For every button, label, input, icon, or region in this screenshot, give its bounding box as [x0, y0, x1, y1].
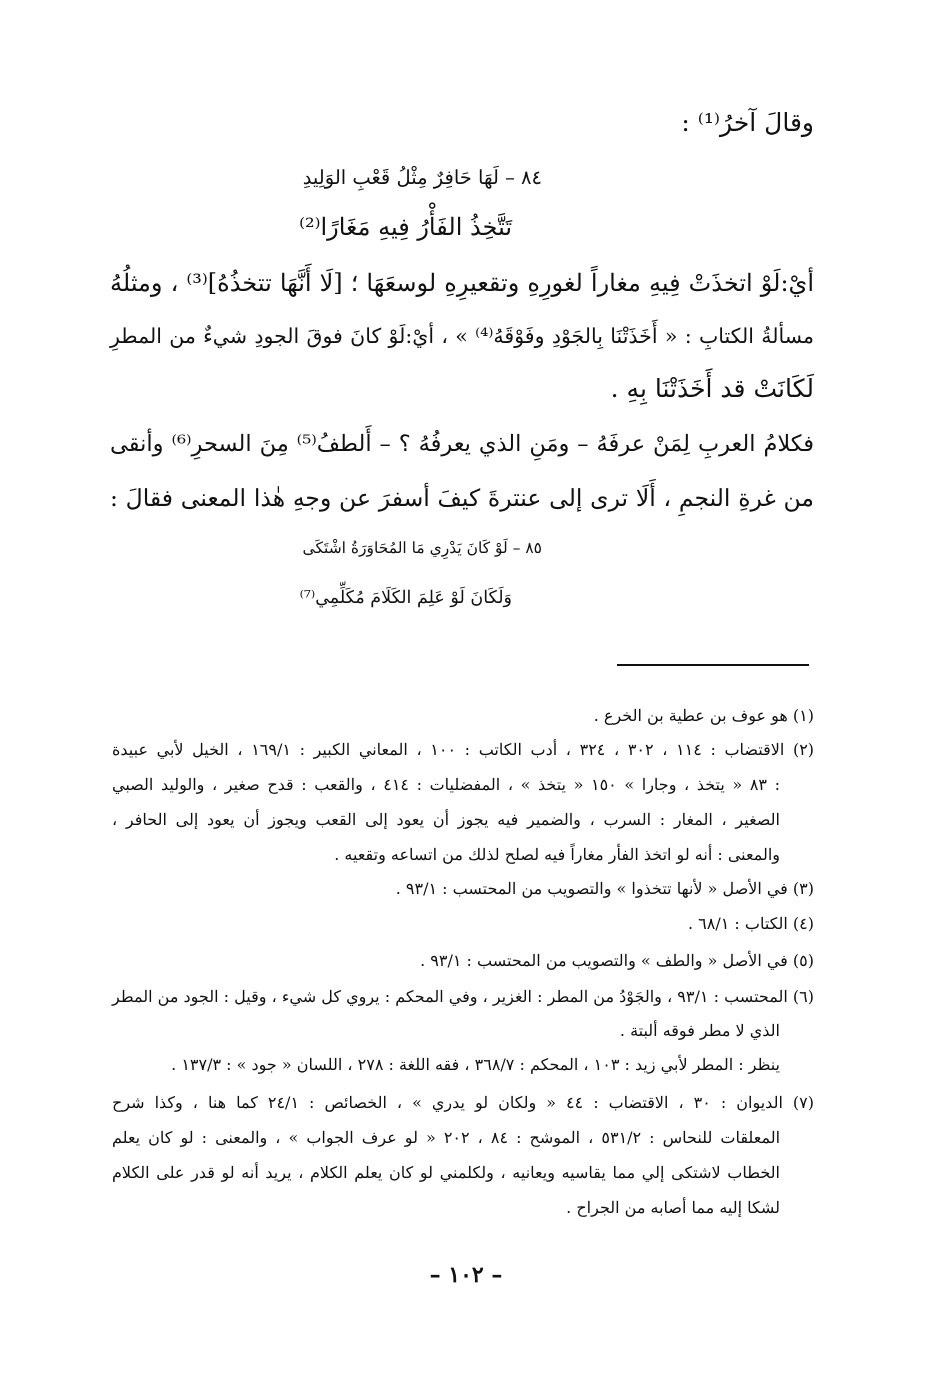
verse-85-hemistich-2: وَلَكَانَ لَوْ عَلِمَ الكَلَامَ مُكَلِّمِي⁽⁷⁾	[299, 588, 512, 608]
footnote-7-line-2: المعلقات للنحاس : ٥٣١/٢ ، الموشح : ٨٤ ، ٢٠٢ « لو عرف الجواب » ، والمعنى : لو كان يعلم	[112, 1128, 781, 1147]
verse-84-hemistich-2: تَتَّخِذُ الفَأْرُ فِيهِ مَغَارًا⁽²⁾	[299, 213, 512, 241]
footnote-7-line-1: (٧) الديوان : ٣٠ ، الاقتضاب : ٤٤ « ولكان لو يدري » ، الخصائص : ٢٤/١ كما هنا ، وكذا شرح	[112, 1093, 814, 1112]
paragraph-1-line-1: أيْ:لَوْ اتخذَتْ فِيهِ مغاراً لغورِهِ وتقعيرِهِ لوسعَهَا ؛ [لَا أَنَّهَا تتخذُهُ]⁽³⁾ ، ومثلُهُ	[110, 269, 814, 297]
intro-line: وقالَ آخرُ⁽¹⁾ :	[681, 108, 814, 137]
paragraph-1-line-3: لَكَانَتْ قد أَخَذَتْنَا بِهِ .	[610, 374, 814, 403]
footnote-6-line-2: الذي لا مطر فوقه ألبتة .	[619, 1021, 780, 1040]
footnote-7-line-4: لشكا إليه مما أصابه من الجراح .	[566, 1198, 780, 1217]
paragraph-2-line-2: من غرةِ النجمِ ، أَلَا ترى إلى عنترةَ كيفَ أسفرَ عن وجهِ هٰذا المعنى فقالَ :	[110, 484, 814, 512]
footnote-6-line-3: ينظر : المطر لأبي زيد : ١٠٣ ، المحكم : ٣٦٨/٧ ، فقه اللغة : ٢٧٨ ، اللسان « جود » : ١٣٧/٣ .	[171, 1055, 780, 1074]
footnote-5: (٥) في الأصل « والطف » والتصويب من المحتسب : ٩٣/١ .	[420, 951, 814, 970]
footnote-6-line-1: (٦) المحتسب : ٩٣/١ ، والجَوْدُ من المطر : الغزير ، وفي المحكم : يروي كل شيء ، وقيل : الجود من المطر	[112, 987, 814, 1006]
footnote-4: (٤) الكتاب : ٦٨/١ .	[688, 914, 814, 933]
paragraph-1-line-2: مسألةُ الكتابِ : « أَخَذَتْنَا بِالجَوْدِ وفَوْقَهُ⁽⁴⁾ » ، أيْ:لَوْ كانَ فوقَ الجودِ شيءٌ من المطرِ	[110, 324, 815, 348]
footnote-2-line-2: : ٨٣ « يتخذ ، وجارا » ١٥٠ « يتخذ » ، المفضليات : ٤١٤ ، والقعب : قدح صغير ، والوليد الصبي	[112, 775, 780, 794]
footnote-2-line-3: الصغير ، المغار : السرب ، والضمير فيه يجوز أن يعود إلى القعب ويجوز أن يعود إلى الحافر ،	[112, 810, 781, 829]
footnote-3: (٣) في الأصل « لأنها تتخذوا » والتصويب من المحتسب : ٩٣/١ .	[395, 879, 814, 898]
footnote-7-line-3: الخطاب لاشتكى إلي مما يقاسيه ويعانيه ، ولكلمني لو كان يعلم الكلام ، يريد أنه لو قدر على الكلام	[112, 1163, 780, 1182]
verse-85-hemistich-1: ٨٥ – لَوْ كَانَ يَدْرِي مَا المُحَاوَرَةُ اشْتَكَى	[302, 539, 542, 557]
footnote-separator	[617, 664, 809, 666]
paragraph-2-line-1: فكلامُ العربِ لِمَنْ عرفَهُ – ومَنِ الذي يعرفُهُ ؟ – أَلطفُ⁽⁵⁾ مِنَ السحرِ⁽⁶⁾ وأنقى	[110, 431, 814, 457]
footnote-1: (١) هو عوف بن عطية بن الخرع .	[593, 706, 814, 725]
verse-84-hemistich-1: ٨٤ – لَهَا حَافِرٌ مِثْلُ قَعْبِ الوَلِيدِ	[302, 166, 542, 189]
footnote-2-line-4: والمعنى : أنه لو اتخذ الفأر مغاراً فيه لصلح لذلك من اتساعه وتقعيه .	[334, 845, 780, 864]
page-number: – ١٠٢ –	[429, 1262, 503, 1288]
footnote-2-line-1: (٢) الاقتضاب : ١١٤ ، ٣٠٢ ، ٣٢٤ ، أدب الكاتب : ١٠٠ ، المعاني الكبير : ١٦٩/١ ، الخيل لأبي عبيدة	[112, 740, 815, 759]
